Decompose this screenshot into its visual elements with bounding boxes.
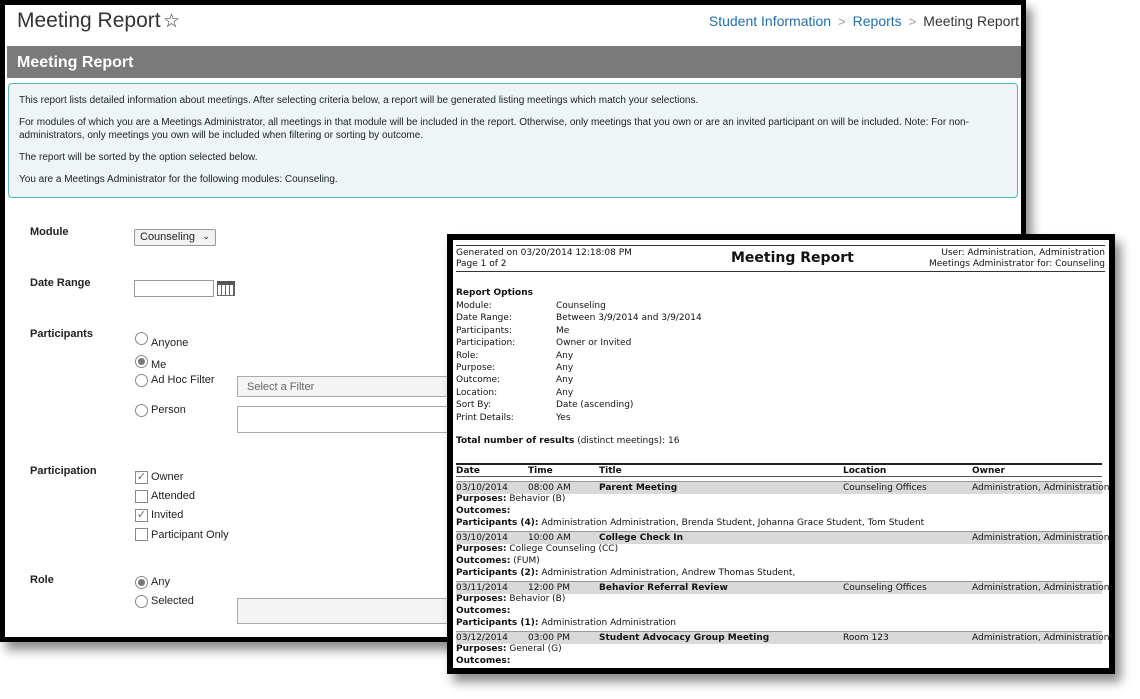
report-option-value: Any [556,387,574,398]
meeting-time: 03:00 PM [528,633,570,643]
info-text: This report lists detailed information about meetings. After selecting criteria below, a report will be generated listing meetings which match your selections. [19,95,699,106]
report-option-key: Sort By: [456,400,492,411]
report-option-key: Date Range: [456,313,512,324]
report-option-value: Between 3/9/2014 and 3/9/2014 [556,313,702,324]
ad-hoc-filter-select[interactable]: Select a Filter [237,376,477,397]
attended-label: Attended [151,490,196,502]
top-bar [5,5,1021,41]
divider [456,271,1105,272]
calendar-icon[interactable] [217,281,235,296]
chevron-right-icon: > [838,14,846,29]
meeting-date: 03/11/2014 [456,583,508,593]
chevron-right-icon: > [908,14,917,29]
meeting-row [456,631,1109,644]
role-label: Role [30,574,54,586]
col-owner: Owner [972,466,1005,476]
report-option-key: Module: [456,301,492,311]
meeting-date: 03/12/2014 [456,633,508,643]
report-option-key: Participants: [456,325,512,336]
report-option-key: Role: [456,350,479,361]
report-page [453,240,1109,668]
meeting-time: 08:00 AM [528,483,571,493]
participants-person-label: Person [151,404,186,416]
meeting-time: 10:00 AM [528,533,571,543]
meeting-owner: Administration, Administration [972,583,1109,593]
col-title: Title [599,466,622,476]
meeting-detail: Outcomes: [456,606,511,616]
report-options-title: Report Options [456,288,533,298]
favorite-star-icon[interactable]: ☆ [163,11,181,32]
breadcrumb-student-information[interactable]: Student Information [708,13,832,29]
report-option-value: Owner or Invited [556,338,632,349]
breadcrumb-reports[interactable]: Reports [852,13,902,29]
participants-person-radio[interactable] [135,404,148,417]
report-option-key: Outcome: [456,375,501,386]
meeting-row [456,581,1109,594]
divider [456,245,1105,246]
meeting-owner: Administration, Administration [972,533,1109,543]
report-option-value: Any [556,350,574,361]
page-number: Page 1 of 2 [456,259,507,269]
section-header: Meeting Report [7,46,1021,78]
report-admin-for: Meetings Administrator for: Counseling [928,259,1105,269]
meeting-location: Counseling Offices [843,583,927,593]
col-time: Time [528,466,553,476]
total-results [456,436,680,446]
date-range-label: Date Range [30,277,91,289]
info-text: The report will be sorted by the option selected below. [19,152,258,163]
role-selected-radio[interactable] [135,595,148,608]
person-input[interactable] [237,406,477,433]
meeting-time: 12:00 PM [528,583,570,593]
role-any-label: Any [151,576,170,588]
meeting-detail: Purposes: Behavior (B) [456,494,566,504]
meeting-detail: Participants (4): Administration Administration, Brenda Student, Johanna Grace Student, Tom Student [456,518,925,528]
total-value: (distinct meetings): 16 [574,436,680,446]
invited-checkbox[interactable]: ✓ [136,509,147,521]
participant-only-checkbox[interactable] [135,528,148,541]
participants-me-radio[interactable] [135,355,148,368]
meeting-owner: Administration, Administration [972,483,1109,493]
meeting-title: Parent Meeting [599,483,678,493]
meeting-date: 03/10/2014 [456,533,508,543]
info-text: You are a Meetings Administrator for the following modules: Counseling. [19,174,338,185]
participants-anyone-label: Anyone [151,337,189,349]
meeting-detail: Purposes: Behavior (B) [456,594,566,604]
participants-me-label: Me [151,359,167,371]
meeting-detail: Outcomes: (FUM) [456,556,540,566]
report-title: Meeting Report [731,250,854,266]
date-range-input[interactable] [134,280,214,297]
meeting-row [456,531,1109,544]
info-box [8,83,1018,198]
participant-only-label: Participant Only [151,529,229,541]
invited-label: Invited [151,509,184,521]
report-option-value: Yes [556,412,571,423]
meeting-detail: Participants (1): Administration Administration [456,618,676,628]
meeting-title: Behavior Referral Review [599,583,728,593]
role-selected-label: Selected [151,595,194,607]
chevron-down-icon: ⌄ [202,231,210,241]
page-title: Meeting Report [17,9,161,32]
attended-checkbox[interactable] [135,490,148,503]
report-window [447,234,1115,674]
report-option-value: Any [556,363,574,373]
meeting-detail: Purposes: General (G) [456,644,562,654]
owner-label: Owner [151,471,184,483]
report-option-key: Purpose: [456,363,496,373]
role-any-radio[interactable] [135,576,148,589]
module-select[interactable] [134,229,216,246]
table-header [456,463,1102,477]
meeting-row [456,481,1109,494]
report-user: User: Administration, Administration [941,248,1105,258]
report-option-value: Any [556,375,574,386]
participants-label: Participants [30,328,93,340]
meeting-detail: Participants (2): Administration Administration, Andrew Thomas Student, [456,568,796,578]
participants-adhoc-label: Ad Hoc Filter [151,374,215,386]
col-location: Location [843,466,887,476]
report-option-value: Date (ascending) [556,400,634,411]
meeting-detail: Outcomes: [456,506,511,516]
module-select-value: Counseling [140,231,196,243]
report-user-info [929,248,1105,270]
role-select-box[interactable] [237,598,477,624]
report-option-key: Location: [456,387,498,398]
participants-adhoc-radio[interactable] [135,374,148,387]
meeting-detail: Purposes: College Counseling (CC) [456,544,619,554]
meeting-owner: Administration, Administration [972,633,1109,643]
breadcrumb [709,13,1019,29]
meeting-date: 03/10/2014 [456,483,508,493]
total-label: Total number of results [456,436,575,446]
participation-label: Participation [30,465,97,477]
owner-checkbox[interactable]: ✓ [136,471,147,483]
meeting-location: Counseling Offices [843,483,927,493]
meeting-title: Student Advocacy Group Meeting [599,633,770,643]
report-option-key: Participation: [456,338,516,349]
report-option-key: Print Details: [456,412,514,423]
report-option-value: Counseling [556,301,606,311]
module-label: Module [30,226,69,238]
report-option-value: Me [556,325,570,336]
report-generated [456,248,632,270]
meeting-location: Room 123 [843,633,889,643]
participants-anyone-radio[interactable] [135,332,148,345]
info-text: For modules of which you are a Meetings Administrator, all meetings in that module will be included in the report. Otherwise, only meetings that you own or are an invited participant on will be included. Note: For non-administrators, only meetings you own will be included when filtering or sorting by outcome. [19,117,969,141]
breadcrumb-current: Meeting Report [923,13,1019,29]
meeting-detail: Outcomes: [456,656,511,666]
col-date: Date [456,466,480,476]
meeting-title: College Check In [599,533,684,543]
generated-timestamp: Generated on 03/20/2014 12:18:08 PM [456,248,632,258]
